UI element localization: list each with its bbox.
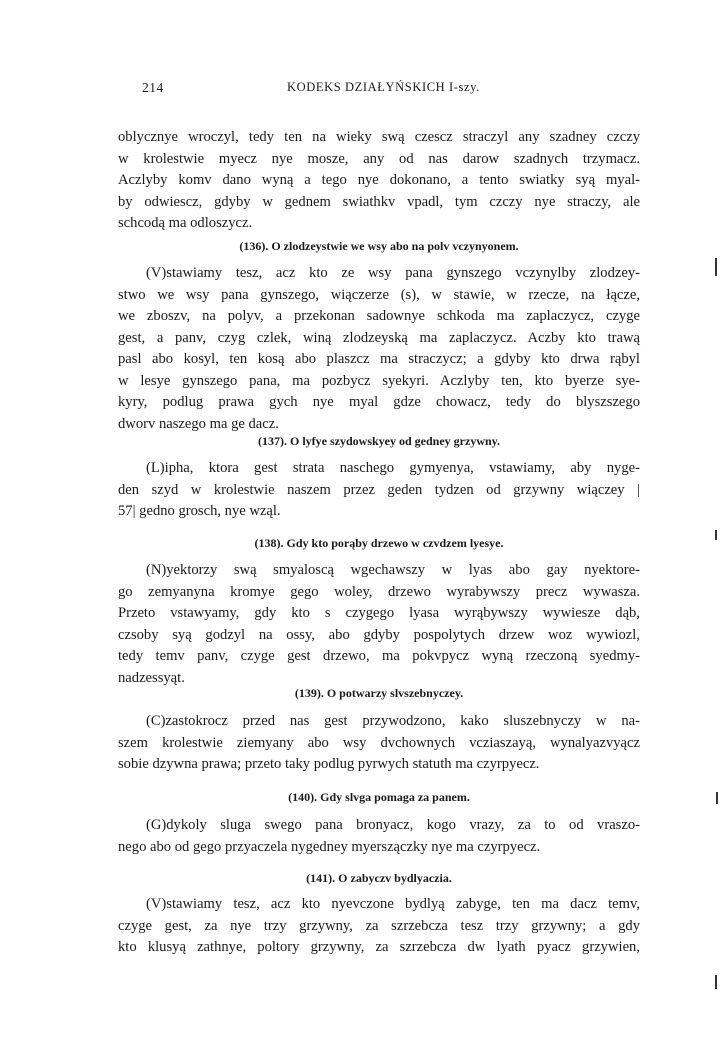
- text-line: 57| gedno grosch, nye wząl.: [118, 503, 281, 519]
- text-line: (V)stawiamy tesz, acz kto nyevczone bydlyą zabyge, ten ma dacz temv,: [146, 896, 640, 912]
- section-heading-139: [118, 686, 640, 704]
- text-line: czsoby syą godzyl na ossy, abo gdyby pospolytych drzew woz wywiozl,: [118, 626, 640, 643]
- section-heading-138: [118, 536, 640, 554]
- section-heading-137: [118, 434, 640, 452]
- text-line: nadzessyąt.: [118, 669, 185, 686]
- text-line: dworv naszego ma ge dacz.: [118, 415, 279, 432]
- scan-edge-mark: [716, 792, 718, 804]
- text-line: schcodą ma odloszycz.: [118, 215, 253, 231]
- section-number: (140).: [288, 790, 318, 804]
- text-line: (C)zastokrocz przed nas gest przywodzono, kako sluszebnyczy w na-: [146, 713, 640, 729]
- text-line: gest, a panv, czyg czlek, winą zlodzeyską ma zaplaczycz. Aczby kto trawą: [118, 329, 640, 346]
- section-title: Gdy slvga pomaga za panem.: [320, 790, 470, 804]
- text-line: tedy temv panv, czyge gest drzewo, ma pokvpycz wyną rzeczoną syedmy-: [118, 648, 640, 664]
- text-line: kto klusyą zathnye, poltory grzywny, za szrzebcza dw lyath pyacz grzywien,: [118, 939, 640, 955]
- text-line: pasl abo kosyl, ten kosą abo plaszcz ma straczycz; a gdyby kto drwa rąbyl: [118, 351, 640, 367]
- text-line: szem krolestwie ziemyany abo wsy dvchownych vcziaszayą, wynalyazvyącz: [118, 734, 640, 751]
- text-line: sobie dzywna prawa; przeto taky podlug pyrwych statuth ma czyrpyecz.: [118, 756, 540, 772]
- paragraph-138: [118, 560, 640, 689]
- text-line: we zboszv, na polyv, a przekonan sadownye schkoda ma zaplaczycz, czyge: [118, 308, 640, 324]
- text-line: nego abo od gego przyaczela nygedney myerszączky nye ma czyrpyecz.: [118, 838, 541, 855]
- text-line: (V)stawiamy tesz, acz kto ze wsy pana gynszego vczynylby zlodzey-: [146, 265, 640, 281]
- section-number: (138).: [254, 536, 284, 550]
- text-line: oblycznye wroczyl, tedy ten na wieky swą czescz straczyl any szadney czczy: [118, 129, 640, 145]
- section-title: O zabyczv bydlyaczia.: [338, 871, 452, 885]
- paragraph-136: [118, 263, 640, 435]
- section-number: (139).: [294, 686, 324, 700]
- section-heading-141: [118, 871, 640, 889]
- section-number: (141).: [306, 871, 336, 885]
- text-line: kyry, podlug prawa gych nye myal gdze chowacz, tedy do blyszszego: [118, 394, 640, 410]
- section-title: O potwarzy slvszebnyczey.: [326, 686, 464, 700]
- text-line: w lesye gynszego pana, ma pozbycz syekyri. Aczlyby ten, kto byerze sye-: [118, 372, 640, 389]
- text-line: den szyd w krolestwie naszem przez geden tydzen od grzywny wiączey |: [118, 481, 640, 498]
- scan-edge-mark: [715, 258, 717, 276]
- section-title: Gdy kto porąby drzewo w czvdzem lyesye.: [286, 536, 504, 550]
- text-line: by odwiescz, gdyby w gednem swiathkv vpadl, tym czczy nye straczy, ale: [118, 193, 640, 210]
- text-line: (N)yektorzy swą smyaloscą wgechawszy w lyas abo gay nyektore-: [146, 562, 640, 578]
- section-title: O zlodzeystwie we wsy abo na polv vczynyonem.: [271, 239, 519, 253]
- paragraph-139: [118, 711, 640, 776]
- paragraph-137: [118, 458, 640, 523]
- section-heading-140: [118, 790, 640, 808]
- section-heading-136: [118, 239, 640, 257]
- running-title: KODEKS DZIAŁYŃSKICH I-szy.: [287, 80, 480, 94]
- section-title: O lyfye szydowskyey od gedney grzywny.: [290, 434, 500, 448]
- text-line: czyge gest, za nye trzy grzywny, za szrzebcza tesz trzy grzywny; a gdy: [118, 917, 640, 934]
- text-line: (G)dykoly sluga swego pana bronyacz, kogo vrazy, za to od vraszo-: [146, 817, 640, 833]
- paragraph-continuation: [118, 127, 640, 235]
- section-number: (136).: [239, 239, 269, 253]
- text-line: go zemyanyna kromye gego woley, drzewo wyrabywszy precz wywasza.: [118, 583, 640, 600]
- paragraph-141: [118, 894, 640, 959]
- page-header: [142, 80, 640, 104]
- scan-edge-mark: [715, 530, 717, 540]
- paragraph-140: [118, 815, 640, 858]
- scan-edge-mark: [715, 975, 717, 989]
- text-line: Aczlyby komv dano wyną a tego nye dokonano, a tento swiatky syą myal-: [118, 172, 640, 188]
- page-number: 214: [142, 80, 164, 95]
- text-line: Przeto vstawyamy, gdy kto s czygego lyasa wyrąbywszy wywiesze dąb,: [118, 605, 640, 621]
- section-number: (137).: [258, 434, 287, 448]
- text-line: stwo we wsy pana gynszego, wiączerze (s), w stawie, w rzecze, na łącze,: [118, 286, 640, 303]
- text-line: w krolestwie myecz nye mosze, any od nas darow szadnych trzymacz.: [118, 150, 640, 167]
- text-line: (L)ipha, ktora gest strata naschego gymyenya, vstawiamy, aby nyge-: [146, 460, 640, 476]
